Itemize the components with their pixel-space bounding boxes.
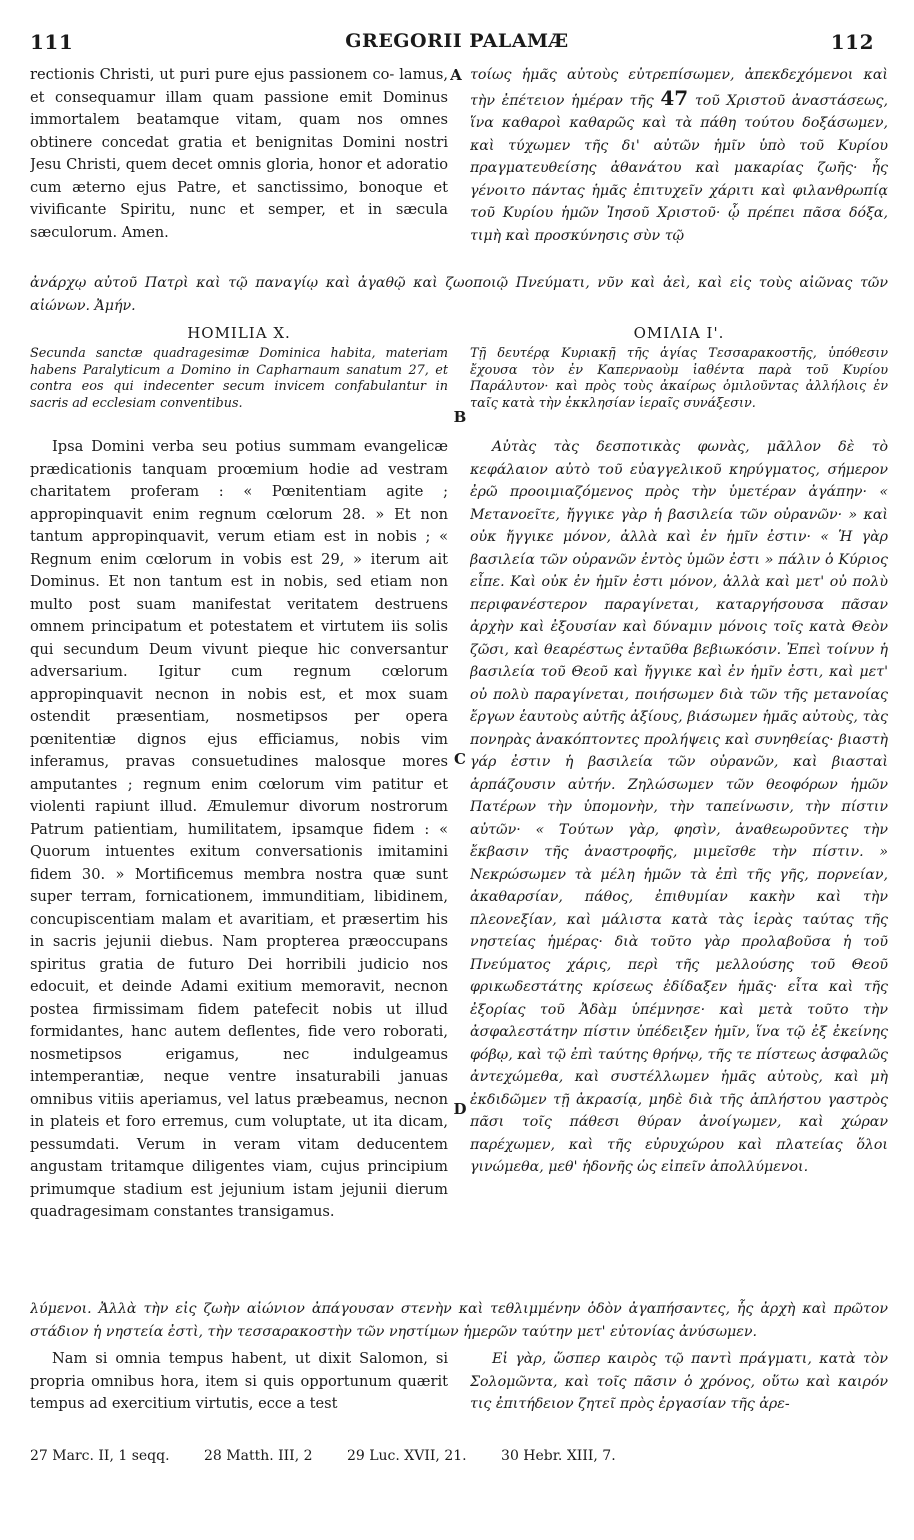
- right-page-number: 112: [830, 30, 874, 54]
- column-marker-number: 47: [660, 85, 689, 110]
- greek-next-paragraph: Εἰ γὰρ, ὥσπερ καιρὸς τῷ παντὶ πράγματι, κατὰ τὸν Σολομῶντα, καὶ τοῖς πᾶσιν ὁ χρόνος, οὕτω καὶ καιρόν τις ἐπιτήδειον ζητεῖ πρὸς ἐργασίαν τῆς ἀρε-: [470, 1351, 888, 1412]
- greek-homily-subtitle: Τῇ δευτέρᾳ Κυριακῇ τῆς ἁγίας Τεσσαρακοστῆς, ὑπόθεσιν ἔχουσα τὸν ἐν Καπερναοὺμ ἰαθέντα παρὰ τοῦ Κυρίου Παράλυτον· καὶ πρὸς τοὺς ἀκαίρως ὁμιλοῦντας ἀλλήλοις ἐν ταῖς κατὰ τὴν ἐκκλησίαν ἱεραῖς συνάξεσιν.: [470, 346, 888, 411]
- greek-closing-paragraph: [470, 64, 888, 272]
- footnotes: [30, 1448, 888, 1464]
- greek-closing-text-a: τοίως ἡμᾶς αὐτοὺς εὐτρεπίσωμεν, ἀπεκδεχόμενοι καὶ τὴν ἐπέτειον ἡμέραν τῆς: [470, 67, 888, 109]
- left-page-number: 111: [30, 30, 74, 54]
- margin-letter-c: C: [454, 750, 466, 768]
- greek-homily-title: ΟΜΙΛΙΑ Ι'.: [633, 324, 725, 342]
- margin-letter-d: D: [453, 1100, 467, 1118]
- margin-letter-b: B: [453, 408, 467, 426]
- footnote-28: 28 Matth. III, 2: [204, 1448, 313, 1464]
- footnote-30: 30 Hebr. XIII, 7.: [501, 1448, 616, 1464]
- footnote-27: 27 Marc. II, 1 seqq.: [30, 1448, 170, 1464]
- latin-closing-paragraph: rectionis Christi, ut puri pure ejus passionem co- lamus, et consequamur illam quam passione emit Dominus immortalem beatamque vitam, quam nos omnes obtinere concedat gratia et benignitas Domini nostri Jesu Christi, quem decet omnis gloria, honor et adoratio cum æterno ejus Patre, et sanctissimo, bonoque et vivificante Spiritu, nunc et semper, et in sæcula sæculorum. Amen.: [30, 66, 448, 241]
- margin-letter-a: A: [450, 66, 462, 84]
- footnote-29: 29 Luc. XVII, 21.: [346, 1448, 467, 1464]
- latin-homily-subtitle: Secunda sanctæ quadragesimæ Dominica habita, materiam habens Paralyticum a Domino in Capharnaum sanatum 27, et contra eos qui indecenter secum invicem confabulantur in sacris ad ecclesiam conventibus.: [30, 346, 448, 411]
- latin-body: Ipsa Domini verba seu potius summam evangelicæ prædicationis tanquam proœmium hodie ad vestram charitatem proferam : « Pœnitentiam agite ; appropinquavit enim regnum cœlorum 28. » Et non tantum appropinquavit, verum etiam est in nobis ; « Regnum enim cœlorum in vobis est 29, » iterum ait Dominus. Et non tantum est in nobis, sed etiam non multo post suam manifestat veritatem destruens omnem principatum et potestatem et virtutem iis solis qui secundum Deum vivunt pieque hic conversantur adversarium. Igitur cum regnum cœlorum appropinquavit necnon in nobis est, et mox suam ostendit præsentiam, nosmetipsos per opera pœnitentiæ dignos ejus efficiamus, nobis vim inferamus, pravas consuetudines malosque mores amputantes ; regnum enim cœlorum vim patitur et violenti rapiunt illud. Æmulemur divorum nostrorum Patrum patientiam, humilitatem, ipsamque fidem : « Quorum intuentes exitum conversationis imitamini fidem 30. » Mortificemus membra nostra quæ sunt super terram, fornicationem, immunditiam, libidinem, concupiscentiam malam et avaritiam, et præsertim his in sacris jejunii diebus. Nam propterea præoccupans spiritus gratia de futuro Dei horribili judicio nos edocuit, et deinde Adami exitium memoravit, necnon postea firmissimam fidem patefecit nobis ut illud formidantes, hanc autem deflentes, fide vero roborati, nosmetipsos erigamus, nec indulgeamus intemperantiæ, neque ventre insaturabili januas omnibus vitiis aperiamus, vel latus præbeamus, necnon in plateis et foro erremus, cum voluptate, ut ita dicam, pessumdati. Verum in veram vitam deducentem angustam tritamque diligentes viam, cujus principium primumque stadium est jejunium istam jejunii dierum quadragesimam constantes transigamus.: [30, 438, 448, 1220]
- greek-closing-text-b: τοῦ Χριστοῦ ἀναστάσεως, ἵνα καθαροὶ καθαρῶς καὶ τὰ πάθη τούτου δοξάσωμεν, καὶ τύχωμεν τῆς δι' αὐτῶν ἡμῖν ὑπὸ τοῦ Κυρίου πραγματευθείσης ἀθανάτου καὶ μακαρίας ζωῆς· ἧς γένοιτο πάντας ἡμᾶς ἐπιτυχεῖν χάριτι καὶ φιλανθρωπίᾳ τοῦ Κυρίου ἡμῶν Ἰησοῦ Χριστοῦ· ᾧ πρέπει πᾶσα δόξα, τιμὴ καὶ προσκύνησις σὺν τῷ: [470, 92, 888, 244]
- latin-next-paragraph: Nam si omnia tempus habent, ut dixit Salomon, si propria omnibus hora, item si quis opportunum quærit tempus ad exercitium virtutis, ecce a test: [30, 1350, 448, 1412]
- greek-closing-fullwidth: ἀνάρχῳ αὐτοῦ Πατρὶ καὶ τῷ παναγίῳ καὶ ἀγαθῷ καὶ ζωοποιῷ Πνεύματι, νῦν καὶ ἀεὶ, καὶ εἰς τοὺς αἰῶνας τῶν αἰώνων. Ἀμήν.: [30, 275, 888, 314]
- greek-body: Αὐτὰς τὰς δεσποτικὰς φωνὰς, μᾶλλον δὲ τὸ κεφάλαιον αὐτὸ τοῦ εὐαγγελικοῦ κηρύγματος, σήμερον ἐρῶ προοιμιαζόμενος πρὸς τὴν ὑμετέραν ἀγάπην· « Μετανοεῖτε, ἤγγικε γὰρ ἡ βασιλεία τῶν οὐρανῶν· » καὶ οὐκ ἤγγικε μόνον, ἀλλὰ καὶ ἐν ἡμῖν ἐστιν· « Ἡ γὰρ βασιλεία τῶν οὐρανῶν ἐντὸς ὑμῶν ἐστι » πάλιν ὁ Κύριος εἶπε. Καὶ οὐκ ἐν ἡμῖν ἐστι μόνον, ἀλλὰ καὶ μετ' οὐ πολὺ περιφανέστερον παραγίνεται, καταργήσουσα πᾶσαν ἀρχὴν καὶ ἐξουσίαν καὶ δύναμιν μόνοις τοῖς κατὰ Θεὸν ζῶσι, καὶ θεαρέστως ἐνταῦθα βεβιωκόσιν. Ἐπεὶ τοίνυν ἡ βασιλεία τοῦ Θεοῦ καὶ ἤγγικε καὶ ἐν ἡμῖν ἐστι, καὶ μετ' οὐ πολὺ παραγίνεται, ποιήσωμεν διὰ τῶν τῆς μετανοίας ἔργων ἑαυτοὺς αὐτῆς ἀξίους, βιάσωμεν ἡμᾶς αὐτοὺς, τὰς πονηρὰς ἀνακόπτοντες προλήψεις καὶ συνηθείας· βιαστὴ γάρ ἐστιν ἡ βασιλεία τῶν οὐρανῶν, καὶ βιασταὶ ἁρπάζουσιν αὐτήν. Ζηλώσωμεν τῶν θεοφόρων ἡμῶν Πατέρων τὴν ὑπομονὴν, τὴν ταπείνωσιν, τὴν πίστιν αὐτῶν· « Τούτων γὰρ, φησὶν, ἀναθεωροῦντες τὴν ἔκβασιν τῆς ἀναστροφῆς, μιμεῖσθε τὴν πίστιν. » Νεκρώσωμεν τὰ μέλη ἡμῶν τὰ ἐπὶ τῆς γῆς, πορνείαν, ἀκαθαρσίαν, πάθος, ἐπιθυμίαν κακὴν καὶ τὴν πλεονεξίαν, καὶ μάλιστα κατὰ τὰς ἱερὰς ταύτας τῆς νηστείας ἡμέρας· διὰ τοῦτο γὰρ προλαβοῦσα ἡ τοῦ Πνεύματος χάρις, περὶ τῆς μελλούσης τοῦ Θεοῦ φρικωδεστάτης κρίσεως ἐδίδαξεν ἡμᾶς· εἶτα καὶ τῆς ἐξορίας τοῦ Ἀδὰμ ὑπέμνησε· καὶ μετὰ τοῦτο τὴν ἀσφαλεστάτην πίστιν ὑπέδειξεν ἡμῖν, ἵνα τῷ ἐξ ἐκείνης φόβῳ, καὶ τῷ ἐπὶ ταύτης θρήνῳ, τῆς τε πίστεως ἀσφαλῶς ἀντεχώμεθα, καὶ συστέλλωμεν ἡμᾶς αὐτοὺς, καὶ μὴ ἐκδιδῶμεν τῇ ἀκρασίᾳ, μηδὲ διὰ τῆς ἀπλήστου γαστρὸς πᾶσι τοῖς πάθεσι θύραν ἀνοίγωμεν, καὶ χώραν παρέχωμεν, καὶ τῆς εὐρυχώρου καὶ πλατείας ὅλοι γινώμεθα, μεθ' ἡδονῆς ὡς εἰπεῖν ἀπολλύμενοι.: [470, 439, 888, 1175]
- running-title: GREGORII PALAMÆ: [345, 30, 569, 52]
- greek-body-fullwidth: λύμενοι. Ἀλλὰ τὴν εἰς ζωὴν αἰώνιον ἀπάγουσαν στενὴν καὶ τεθλιμμένην ὁδὸν ἀγαπήσαντες, ἧς ἀρχὴ καὶ πρῶτον στάδιον ἡ νηστεία ἐστὶ, τὴν τεσσαρακοστὴν τῶν νηστίμων ἡμερῶν ταύτην μετ' εὐτονίας ἀνύσωμεν.: [30, 1301, 888, 1340]
- latin-homily-title: HOMILIA X.: [187, 324, 291, 342]
